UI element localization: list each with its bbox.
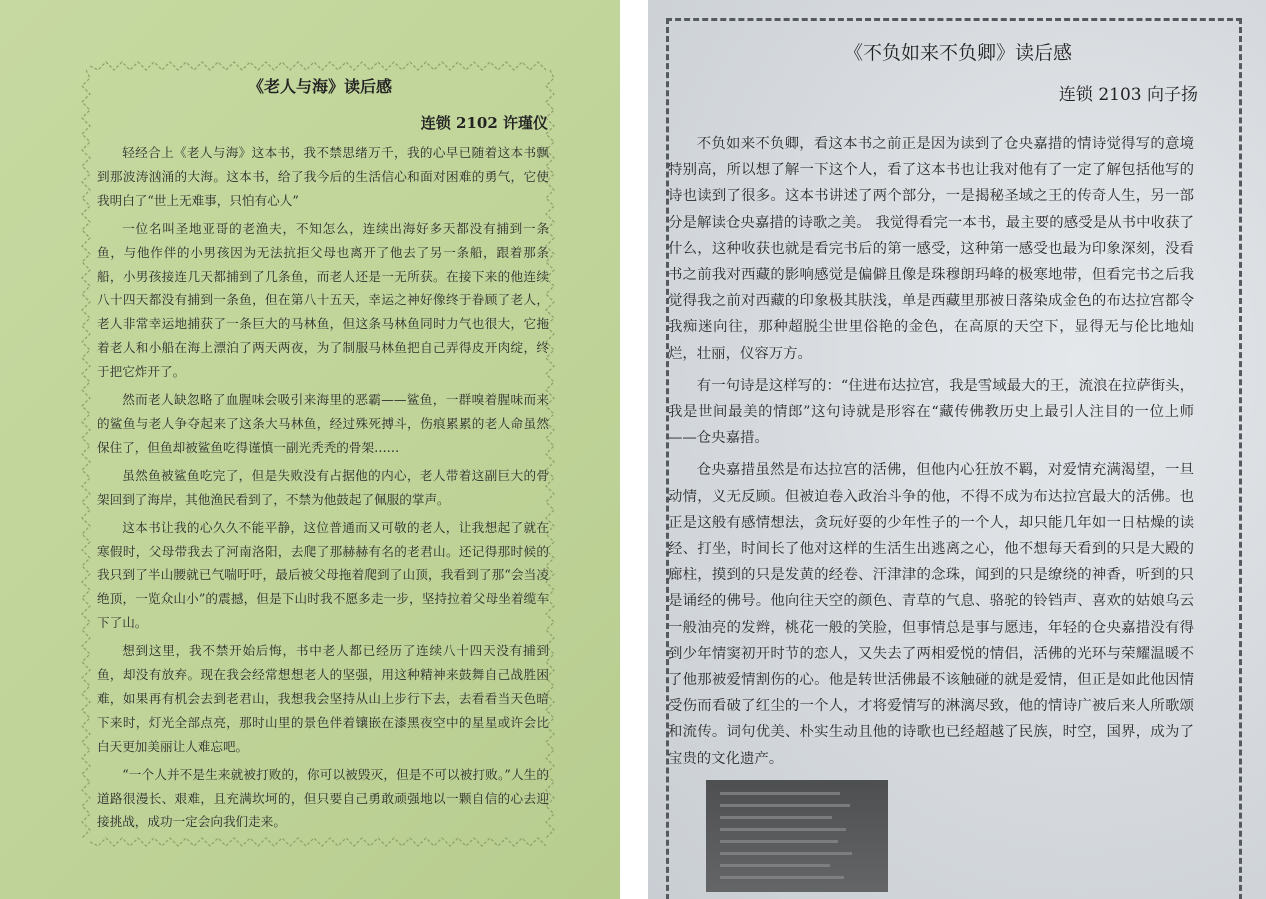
left-paragraph-4: 虽然鱼被鲨鱼吃完了，但是失败没有占据他的内心，老人带着这副巨大的骨架回到了海岸，其他渔民看到了，不禁为他鼓起了佩服的掌声。 bbox=[97, 467, 549, 507]
left-essay-body bbox=[97, 141, 549, 838]
left-essay-title: 《老人与海》读后感 bbox=[247, 77, 392, 96]
left-paragraph-6: 想到这里，我不禁开始后悔，书中老人都已经历了连续八十四天没有捕到鱼，却没有放弃。现在我会经常想想老人的坚强，用这种精神来鼓舞自己战胜困难，如果再有机会去到老君山，我想我会坚持从山上步行下去，去看看当天色暗下来时，灯光全部点亮，那时山里的景色伴着镶嵌在漆黑夜空中的星星或许会比白天更加美丽让人难忘吧。 bbox=[97, 643, 549, 754]
left-paragraph-7: “一个人并不是生来就被打败的，你可以被毁灭，但是不可以被打败。”人生的道路很漫长、艰难，且充满坎坷的，但只要自己勇敢顽强地以一颗自信的心去迎接挑战，成功一定会向我们走来。 bbox=[97, 766, 549, 830]
left-essay-page bbox=[0, 0, 620, 899]
right-essay-author: 连锁 2103 向子扬 bbox=[1058, 85, 1198, 105]
right-paragraph-1: 不负如来不负卿，看这本书之前正是因为读到了仓央嘉措的情诗觉得写的意境特别高，所以想了解一下这个人，看了这本书也让我对他有了一定了解包括他写的诗也读到了很多。这本书讲述了两个部分，一是揭秘圣域之王的传奇人生，另一部分是解读仓央嘉措的诗歌之美。 我觉得看完一本书，最主要的感受是从书中收获了什么，这种收获也就是看完书后的第一感受，这种第一感受也最为印象深刻，没看书之前我对西藏的影响感觉是偏僻且像是珠穆朗玛峰的极寒地带，但看完书之后我觉得我之前对西藏的印象极其肤浅，单是西藏里那被日落染成金色的布达拉宫都令我痴迷向往，那种超脱尘世里俗艳的金色，在高原的天空下，显得无与伦比地灿烂，壮丽，仪容万方。 bbox=[668, 136, 1194, 362]
right-essay-page bbox=[648, 0, 1266, 899]
left-paragraph-2: 一位名叫圣地亚哥的老渔夫，不知怎么，连续出海好多天都没有捕到一条鱼，与他作伴的小男孩因为无法抗拒父母也离开了他去了另一条船，跟着那条船，小男孩接连几天都捕到了几条鱼，而老人还是一无所获。在接下来的他连续八十四天都没有捕到一条鱼，但在第八十五天，幸运之神好像终于眷顾了老人，老人非常幸运地捕获了一条巨大的马林鱼，但这条马林鱼同时力气也很大，它拖着老人和小船在海上漂泊了两天两夜，为了制服马林鱼把自己弄得皮开肉绽，终于把它炸开了。 bbox=[97, 220, 549, 380]
right-essay-title: 《不负如来不负卿》读后感 bbox=[843, 42, 1072, 64]
left-paragraph-5: 这本书让我的心久久不能平静，这位普通而又可敬的老人，让我想起了就在寒假时，父母带我去了河南洛阳，去爬了那赫赫有名的老君山。还记得那时候的我只到了半山腰就已气喘吁吁，最后被父母拖着爬到了山顶，我看到了那“会当凌绝顶，一览众山小”的震撼，但是下山时我不愿多走一步，坚持拉着父母坐着缆车下了山。 bbox=[97, 519, 549, 631]
left-paragraph-1: 轻经合上《老人与海》这本书，我不禁思绪万千，我的心早已随着这本书飘到那波涛汹涌的大海。这本书，给了我今后的生活信心和面对困难的勇气，它使我明白了“世上无难事，只怕有心人” bbox=[97, 145, 549, 208]
right-paragraph-3: 仓央嘉措虽然是布达拉宫的活佛，但他内心狂放不羁，对爱情充满渴望，一旦动情，义无反顾。但被迫卷入政治斗争的他，不得不成为布达拉宫最大的活佛。也正是这般有感情想法，贪玩好耍的少年性子的一个人，却只能几年如一日枯燥的读经、打坐，时间长了他对这样的生活生出逃离之心，他不想每天看到的只是大殿的廊柱，摸到的只是发黄的经卷、汗津津的念珠，闻到的只是缭绕的神香，听到的只是诵经的佛号。他向往天空的颜色、青草的气息、骆驼的铃铛声、喜欢的姑娘乌云一般油亮的发辫，桃花一般的笑脸，但事情总是事与愿违，年轻的仓央嘉措没有得到少年情窦初开时节的恋人，又失去了两相爱悦的情侣，活佛的光环与荣耀温暖不了他那被爱情割伤的心。他是转世活佛最不该触碰的就是爱情，但正是如此他因情受伤而看破了红尘的一个人，才将爱情写的淋漓尽致，他的情诗广被后来人所歌颂和流传。词句优美、朴实生动且他的诗歌也已经超越了民族，时空，国界，成为了宝贵的文化遗产。 bbox=[668, 462, 1194, 767]
left-essay-author: 连锁 2102 许瑾仪 bbox=[420, 114, 548, 132]
right-paragraph-2: 有一句诗是这样写的：“住进布达拉宫，我是雪域最大的王，流浪在拉萨街头，我是世间最美的情郎”这句诗就是形容在“藏传佛教历史上最引人注目的一位上师——仓央嘉措。 bbox=[668, 377, 1194, 447]
left-paragraph-3: 然而老人缺忽略了血腥味会吸引来海里的恶霸——鲨鱼，一群嗅着腥味而来的鲨鱼与老人争夺起来了这条大马林鱼，经过殊死搏斗，伤痕累累的老人命虽然保住了，但鱼却被鲨鱼吃得谨慎一副光秃秃的骨架…… bbox=[97, 392, 549, 455]
right-essay-body bbox=[668, 131, 1194, 778]
poem-photo bbox=[706, 780, 888, 892]
